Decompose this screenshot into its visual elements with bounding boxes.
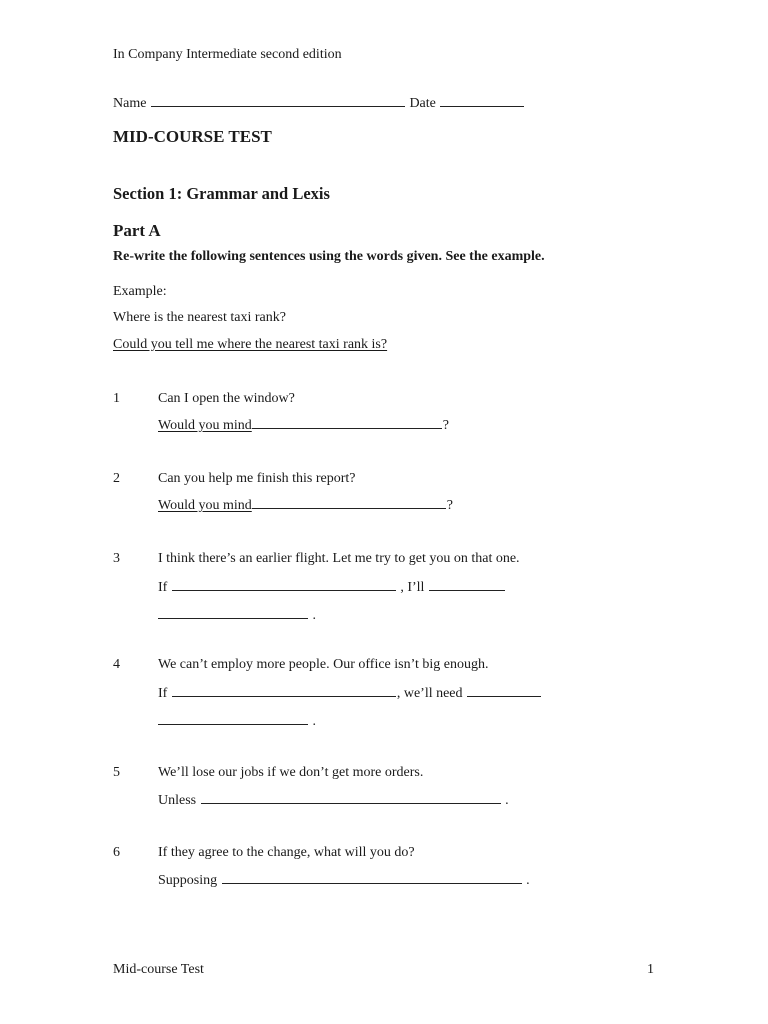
question-number: 6	[113, 845, 120, 860]
question-prompt: We can’t employ more people. Our office isn’t big enough.	[158, 657, 489, 672]
answer-line	[158, 871, 530, 890]
answer-blank[interactable]	[252, 496, 446, 509]
name-date-line	[113, 94, 525, 113]
example-answer: Could you tell me where the nearest taxi rank is?	[113, 337, 388, 352]
question-prompt: Can you help me finish this report?	[158, 471, 356, 486]
answer-end: ?	[446, 498, 453, 513]
answer-mid: , we’ll need	[396, 686, 463, 701]
example-label: Example:	[113, 284, 167, 299]
edition-header: In Company Intermediate second edition	[113, 47, 342, 62]
answer-blank[interactable]	[158, 606, 308, 619]
answer-lead: Would you mind	[158, 498, 252, 513]
name-label: Name	[113, 96, 147, 111]
date-field[interactable]	[440, 94, 524, 107]
answer-blank[interactable]	[201, 791, 501, 804]
answer-end: .	[505, 793, 509, 808]
question-prompt: If they agree to the change, what will you do?	[158, 845, 415, 860]
answer-blank[interactable]	[429, 578, 505, 591]
answer-line	[158, 684, 542, 703]
answer-lead: Would you mind	[158, 418, 252, 433]
answer-lead: Unless	[158, 793, 197, 808]
answer-line	[158, 496, 453, 515]
answer-line-continued	[158, 606, 316, 625]
example-question: Where is the nearest taxi rank?	[113, 310, 286, 325]
answer-line	[158, 416, 449, 435]
footer-label: Mid-course Test	[113, 962, 204, 977]
answer-end: .	[526, 873, 530, 888]
answer-end: ?	[442, 418, 449, 433]
answer-line	[158, 578, 506, 597]
date-label: Date	[409, 96, 436, 111]
question-prompt: We’ll lose our jobs if we don’t get more orders.	[158, 765, 424, 780]
part-heading: Part A	[113, 221, 161, 240]
question-prompt: I think there’s an earlier flight. Let me try to get you on that one.	[158, 551, 520, 566]
answer-blank[interactable]	[222, 871, 522, 884]
name-field[interactable]	[151, 94, 405, 107]
question-number: 5	[113, 765, 120, 780]
page-number: 1	[647, 962, 654, 977]
answer-end: .	[312, 608, 316, 623]
answer-blank[interactable]	[158, 712, 308, 725]
answer-lead: If	[158, 580, 168, 595]
page-title: MID-COURSE TEST	[113, 127, 272, 146]
answer-lead: Supposing	[158, 873, 218, 888]
answer-blank[interactable]	[252, 416, 442, 429]
question-number: 3	[113, 551, 120, 566]
question-number: 4	[113, 657, 120, 672]
answer-blank[interactable]	[467, 684, 541, 697]
answer-line-continued	[158, 712, 316, 731]
question-number: 1	[113, 391, 120, 406]
answer-end: .	[312, 714, 316, 729]
answer-blank[interactable]	[172, 684, 396, 697]
section-heading: Section 1: Grammar and Lexis	[113, 184, 330, 203]
answer-line	[158, 791, 509, 810]
instruction-text: Re-write the following sentences using the words given. See the example.	[113, 249, 545, 264]
question-prompt: Can I open the window?	[158, 391, 295, 406]
answer-blank[interactable]	[172, 578, 396, 591]
answer-mid: , I’ll	[400, 580, 425, 595]
question-number: 2	[113, 471, 120, 486]
answer-lead: If	[158, 686, 168, 701]
